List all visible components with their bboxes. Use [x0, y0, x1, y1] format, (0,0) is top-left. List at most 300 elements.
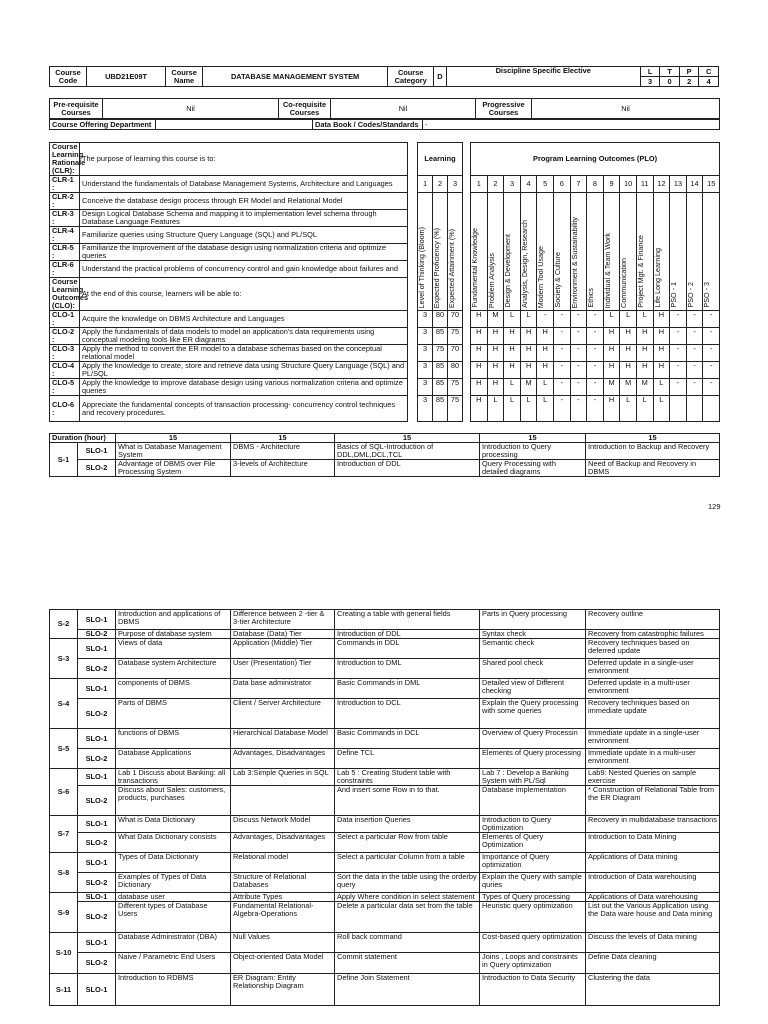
learning-value: 75 [433, 345, 448, 362]
slo-label: SLO-1 [78, 679, 116, 699]
prerequisite-label: Pre-requisite Courses [50, 99, 103, 119]
plo-value: H [620, 328, 637, 345]
plo-value: - [554, 328, 571, 345]
plo-value: H [504, 328, 521, 345]
session-topic: Joins , Loops and constraints in Query optimization [480, 953, 586, 974]
spacer [408, 311, 418, 328]
session-topic: Introduction to Query processing [480, 443, 586, 460]
plo-value: H [520, 362, 537, 379]
plo-column-header [587, 193, 604, 311]
plo-value: - [703, 328, 720, 345]
plo-value: H [487, 328, 504, 345]
learning-outcomes-table [49, 142, 720, 422]
clo-code: CLO-4 : [50, 362, 80, 379]
session-topic: Database Applications [116, 749, 231, 769]
session-topic: Introduction to Data Mining [586, 833, 720, 853]
plo-value: L [487, 396, 504, 422]
plo-value [703, 396, 720, 422]
plo-column-header-text: Modern Tool Usage [536, 245, 546, 308]
plo-column-header-text: Society & Culture [553, 252, 562, 308]
learning-label: Learning [418, 143, 463, 176]
progressive-label: Progressive Courses [476, 99, 532, 119]
course-category-label: Course Category [388, 67, 434, 87]
slo-label: SLO-1 [78, 933, 116, 953]
clo-code: CLO-1 : [50, 311, 80, 328]
session-topic: Fundamental Relational- Algebra-Operations [231, 902, 335, 933]
ltpc-value: 3 [640, 77, 660, 87]
learning-column-header-text: Expected Attainment (%) [447, 228, 456, 308]
clo-code: CLO-6 : [50, 396, 80, 422]
clo-heading: Course Learning Outcomes (CLO): [50, 278, 80, 311]
session-topic: Define Join Statement [335, 974, 480, 1006]
session-topic: Lab 5 : Creating Student table with constraints [335, 769, 480, 786]
session-label: S-2 [50, 610, 78, 639]
plo-value: H [537, 328, 554, 345]
session-topic: Shared pool check [480, 659, 586, 679]
plo-value: H [471, 396, 488, 422]
plo-column-header [636, 193, 653, 311]
learning-value: 75 [448, 379, 463, 396]
session-topic: And insert some Row in to that. [335, 786, 480, 816]
plo-value: - [686, 311, 703, 328]
slo-label: SLO-2 [78, 953, 116, 974]
plo-value: L [537, 396, 554, 422]
plo-value: - [703, 311, 720, 328]
session-topic: Commit statement [335, 953, 480, 974]
slo-label: SLO-1 [78, 729, 116, 749]
session-topic: Syntax check [480, 630, 586, 639]
session-topic: Database Administrator (DBA) [116, 933, 231, 953]
plo-value: H [603, 396, 620, 422]
session-topic [231, 786, 335, 816]
plo-value: H [520, 328, 537, 345]
clr-text: Familiarize queries using Structure Query Language (SQL) and PL/SQL [80, 227, 408, 244]
learning-value: 70 [448, 345, 463, 362]
session-topic: Views of data [116, 639, 231, 659]
plo-value: - [570, 328, 587, 345]
offering-department-label: Course Offering Department [50, 120, 156, 130]
session-topic: Attribute Types [231, 893, 335, 902]
plo-value: - [686, 345, 703, 362]
slo-label: SLO-1 [78, 610, 116, 630]
plo-value: - [670, 362, 687, 379]
plo-column-header-text: Environment & Sustainability [569, 216, 579, 308]
session-topic: Immediate update in a single-user environment [586, 729, 720, 749]
plo-column-header [703, 193, 720, 311]
session-topic: Need of Backup and Recovery in DBMS [586, 460, 720, 477]
session-topic: Applications of Data warehousing [586, 893, 720, 902]
session-topic: Lab 7 : Develop a Banking System with PL/Sql [480, 769, 586, 786]
spacer [408, 396, 418, 422]
session-topic: What Data Dictionary consists [116, 833, 231, 853]
session-topic: Types of Query processing [480, 893, 586, 902]
plo-value: H [471, 345, 488, 362]
plo-value: M [520, 379, 537, 396]
learning-column-header-text: Level of Thinking (Bloom) [417, 226, 426, 308]
plo-value: L [620, 311, 637, 328]
learning-value: 75 [448, 328, 463, 345]
clr-text: Understand the practical problems of concurrency control and gain knowledge about failures and [80, 261, 408, 278]
session-label: S-6 [50, 769, 78, 816]
duration-hours: 15 [335, 434, 480, 443]
session-topic: Naive / Parametric End Users [116, 953, 231, 974]
plo-value: L [504, 311, 521, 328]
slo-label: SLO-2 [78, 659, 116, 679]
plo-value: H [653, 362, 670, 379]
course-category: D [434, 67, 446, 87]
plo-column-header-text: Ethics [586, 288, 596, 308]
spacer [408, 210, 418, 227]
plo-value: - [587, 379, 604, 396]
plo-column-header [487, 193, 504, 311]
plo-number: 13 [670, 176, 687, 193]
clr-heading: Course Learning Rationale (CLR): [50, 143, 80, 176]
plo-value: H [653, 328, 670, 345]
clr-code: CLR-4 : [50, 227, 80, 244]
plo-value: H [603, 362, 620, 379]
plo-column-header [520, 193, 537, 311]
learning-column-header [418, 193, 433, 311]
slo-label: SLO-1 [78, 893, 116, 902]
session-topic: Explain the Query with sample quries [480, 873, 586, 893]
plo-column-header-text: Problem Analysis [486, 252, 496, 308]
spacer [408, 176, 418, 193]
course-name-label: Course Name [166, 67, 203, 87]
plo-column-header-text: PSO - 2 [685, 282, 695, 308]
plo-value: - [670, 345, 687, 362]
plo-value: - [703, 379, 720, 396]
plo-number: 3 [504, 176, 521, 193]
progressive-value: Nil [532, 99, 720, 119]
session-topic: Parts in Query processing [480, 610, 586, 630]
session-topic: Define Data cleaning [586, 953, 720, 974]
duration-label: Duration (hour) [50, 434, 116, 443]
course-header-table [49, 66, 719, 87]
plo-value: - [570, 362, 587, 379]
learning-column-header-text: Expected Proficiency (%) [432, 227, 441, 308]
corequisite-label: Co-requisite Courses [279, 99, 331, 119]
spacer [463, 328, 471, 345]
session-topic: User (Presentation) Tier [231, 659, 335, 679]
learning-value: 75 [448, 396, 463, 422]
ltpc-label: C [699, 67, 719, 77]
session-topic: What is Database Management System [116, 443, 231, 460]
plo-value: - [554, 396, 571, 422]
databook-label: Data Book / Codes/Standards [313, 120, 423, 130]
offering-table [49, 119, 720, 130]
session-label: S-8 [50, 853, 78, 893]
slo-label: SLO-1 [78, 769, 116, 786]
plo-column-header-text: Analysis, Design, Research [519, 220, 529, 308]
session-topic: Parts of DBMS [116, 699, 231, 729]
plo-column-header [603, 193, 620, 311]
slo-label: SLO-1 [78, 853, 116, 873]
learning-value: 85 [433, 396, 448, 422]
plo-value: L [520, 396, 537, 422]
session-topic: Application (Middle) Tier [231, 639, 335, 659]
session-topic: Delete a particular data set from the table [335, 902, 480, 933]
session-topic: List out the Various Application using the Data ware house and Data mining [586, 902, 720, 933]
spacer [463, 396, 471, 422]
plo-value: H [520, 345, 537, 362]
plo-label: Program Learning Outcomes (PLO) [471, 143, 720, 176]
session-topic: Introduction and applications of DBMS [116, 610, 231, 630]
session-topic: Introduction to Query Optimization [480, 816, 586, 833]
spacer [463, 345, 471, 362]
plo-value: H [636, 328, 653, 345]
course-code-label: Course Code [50, 67, 87, 87]
plo-value: H [471, 311, 488, 328]
plo-number: 9 [603, 176, 620, 193]
plo-value: M [620, 379, 637, 396]
plo-value: L [504, 396, 521, 422]
plo-column-header-text: Communication [619, 258, 629, 308]
plo-value: H [537, 345, 554, 362]
session-topic: Recovery from catastrophic failures [586, 630, 720, 639]
session-topic: Clustering the data [586, 974, 720, 1006]
session-topic: * Construction of Relational Table from the ER Diagram [586, 786, 720, 816]
session-topic: Semantic check [480, 639, 586, 659]
slo-label: SLO-2 [78, 873, 116, 893]
session-topic: Advantages, Disadvantages [231, 833, 335, 853]
session-topic: Introduction to Data Security [480, 974, 586, 1006]
clr-code: CLR-6 : [50, 261, 80, 278]
plo-value: M [603, 379, 620, 396]
slo-label: SLO-2 [78, 749, 116, 769]
spacer [463, 379, 471, 396]
ltpc-label: L [640, 67, 660, 77]
plo-column-header-text: Project Mgt. & Finance [635, 235, 645, 308]
plo-number: 1 [471, 176, 488, 193]
ltpc-value: 4 [699, 77, 719, 87]
clr-code: CLR-5 : [50, 244, 80, 261]
session-topic: Detailed view of Different checking [480, 679, 586, 699]
category-description: Discipline Specific Elective [446, 67, 640, 87]
plo-value: H [471, 362, 488, 379]
spacer [408, 345, 418, 362]
plo-value: - [570, 345, 587, 362]
spacer [408, 362, 418, 379]
duration-hours: 15 [480, 434, 586, 443]
session-topic: ER Diagram: Entity Relationship Diagram [231, 974, 335, 1006]
plo-value [670, 396, 687, 422]
session-topic: Recovery techniques based on deferred update [586, 639, 720, 659]
plo-value: H [636, 362, 653, 379]
slo-label: SLO-2 [78, 833, 116, 853]
session-topic: Lab 1 Discuss about Banking: all transactions [116, 769, 231, 786]
plo-column-header [554, 193, 571, 311]
clo-text: Apply the knowledge to improve database design using various normalization criteria and optimize queries [80, 379, 408, 396]
session-topic: Lab 3:Simple Queries in SQL [231, 769, 335, 786]
plo-value: L [504, 379, 521, 396]
plo-value: L [520, 311, 537, 328]
clr-intro: The purpose of learning this course is to: [80, 143, 408, 176]
prerequisite-value: Nil [103, 99, 279, 119]
learning-number: 3 [448, 176, 463, 193]
plo-value: - [587, 328, 604, 345]
plo-value: - [587, 345, 604, 362]
session-topic: Database implementation [480, 786, 586, 816]
plo-value: - [670, 379, 687, 396]
plo-value: - [703, 362, 720, 379]
plo-number: 11 [636, 176, 653, 193]
plo-column-header [653, 193, 670, 311]
plo-value: - [537, 311, 554, 328]
session-topic: Structure of Relational Databases [231, 873, 335, 893]
session-topic: Heuristic query optimization [480, 902, 586, 933]
session-topic: What is Data Dictionary [116, 816, 231, 833]
session-topic: Database system Architecture [116, 659, 231, 679]
clr-text: Familiarize the Improvement of the database design using normalization criteria and optimize queries [80, 244, 408, 261]
prerequisite-table [49, 98, 720, 119]
plo-value: M [636, 379, 653, 396]
session-topic: Hierarchical Database Model [231, 729, 335, 749]
session-topic: Client / Server Architecture [231, 699, 335, 729]
session-topic: Overview of Query Processin [480, 729, 586, 749]
slo-label: SLO-2 [78, 630, 116, 639]
spacer [408, 328, 418, 345]
clo-text: Acquire the knowledge on DBMS Architecture and Languages [80, 311, 408, 328]
session-label: S-4 [50, 679, 78, 729]
plo-value: H [504, 345, 521, 362]
learning-value: 3 [418, 328, 433, 345]
plo-value: - [703, 345, 720, 362]
plo-value: - [570, 379, 587, 396]
plo-value: - [570, 396, 587, 422]
learning-value: 85 [433, 328, 448, 345]
session-topic: database user [116, 893, 231, 902]
plo-value: - [686, 362, 703, 379]
learning-value: 3 [418, 362, 433, 379]
session-topic: Data insertion Queries [335, 816, 480, 833]
plo-column-header [537, 193, 554, 311]
plo-value: H [653, 345, 670, 362]
session-topic: Basic Commands in DCL [335, 729, 480, 749]
plo-value: - [670, 328, 687, 345]
spacer [408, 278, 418, 311]
session-topic: Recovery techniques based on immediate update [586, 699, 720, 729]
session-topic: Query Processing with detailed diagrams [480, 460, 586, 477]
session-topic: Difference between 2 -tier & 3-tier Architecture [231, 610, 335, 630]
learning-value: 85 [433, 379, 448, 396]
session-topic: Data base administrator [231, 679, 335, 699]
plo-value: - [686, 328, 703, 345]
session-topic: functions of DBMS [116, 729, 231, 749]
learning-number: 2 [433, 176, 448, 193]
plo-number: 15 [703, 176, 720, 193]
plo-number: 6 [554, 176, 571, 193]
databook-value: - [423, 120, 720, 130]
session-topic: Importance of Query optimization [480, 853, 586, 873]
plo-value: - [587, 362, 604, 379]
plo-value: - [587, 396, 604, 422]
session-topic: Elements of Query processing [480, 749, 586, 769]
plo-value: H [487, 345, 504, 362]
session-topic: DBMS - Architecture [231, 443, 335, 460]
ltpc-label: P [679, 67, 699, 77]
session-label: S-10 [50, 933, 78, 974]
plo-value: L [636, 311, 653, 328]
plo-column-header-text: Life Long Learning [652, 248, 662, 308]
session-topic: Introduction to DCL [335, 699, 480, 729]
session-topic: Recovery in multidatabase transactions [586, 816, 720, 833]
plo-value: H [620, 345, 637, 362]
session-topic: Introduction to Backup and Recovery [586, 443, 720, 460]
plo-value: H [603, 328, 620, 345]
session-topic: Introduction of Data warehousing [586, 873, 720, 893]
slo-label: SLO-1 [78, 639, 116, 659]
plo-value: H [471, 379, 488, 396]
ltpc-value: 0 [660, 77, 680, 87]
session-topic: components of DBMS [116, 679, 231, 699]
session-topic: Immediate update in a multi-user environment [586, 749, 720, 769]
plo-value: - [554, 379, 571, 396]
session-topic: Null Values [231, 933, 335, 953]
plo-value: H [636, 345, 653, 362]
slo-label: SLO-2 [78, 460, 116, 477]
spacer [408, 261, 418, 278]
plo-column-header [620, 193, 637, 311]
session-topic: Define TCL [335, 749, 480, 769]
session-topic: Database (Data) Tier [231, 630, 335, 639]
plo-column-header [570, 193, 587, 311]
learning-value: 3 [418, 311, 433, 328]
plo-column-header-text: PSO - 1 [669, 282, 679, 308]
spacer [463, 362, 471, 379]
session-topic: Roll back command [335, 933, 480, 953]
session-topic: Introduction of DDL [335, 460, 480, 477]
session-topic: Apply Where condition in select statement [335, 893, 480, 902]
session-topic: Cost-based query optimization [480, 933, 586, 953]
plo-number: 5 [537, 176, 554, 193]
spacer [408, 143, 418, 176]
plo-column-header-text: Fundamental Knowledge [470, 228, 480, 308]
session-topic: Introduction of DDL [335, 630, 480, 639]
clr-code: CLR-1 : [50, 176, 80, 193]
session-topic: Applications of Data mining [586, 853, 720, 873]
plo-value: - [554, 362, 571, 379]
page-number: 129 [708, 502, 721, 511]
session-plan-table-page2 [49, 609, 720, 1006]
session-topic: Sort the data in the table using the orderby query [335, 873, 480, 893]
plo-value: - [670, 311, 687, 328]
plo-column-header [686, 193, 703, 311]
plo-column-header [471, 193, 488, 311]
session-topic: Purpose of database system [116, 630, 231, 639]
plo-value: M [487, 311, 504, 328]
session-plan-table-page1 [49, 433, 720, 477]
session-label: S-3 [50, 639, 78, 679]
session-topic: Lab9: Nested Queries on sample exercise [586, 769, 720, 786]
offering-department-value [156, 120, 313, 130]
plo-value: - [554, 345, 571, 362]
plo-value [686, 396, 703, 422]
clo-text: Apply the fundamentals of data models to model an application's data requirements using conceptual modeling tools like ER diagrams [80, 328, 408, 345]
slo-label: SLO-1 [78, 974, 116, 1006]
course-code: UBD21E09T [86, 67, 165, 87]
session-topic: Discuss about Sales: customers, products, purchases [116, 786, 231, 816]
slo-label: SLO-1 [78, 443, 116, 460]
plo-number: 10 [620, 176, 637, 193]
spacer [408, 379, 418, 396]
session-label: S-9 [50, 893, 78, 933]
spacer [408, 227, 418, 244]
slo-label: SLO-2 [78, 699, 116, 729]
course-name: DATABASE MANAGEMENT SYSTEM [203, 67, 388, 87]
slo-label: SLO-1 [78, 816, 116, 833]
learning-value: 3 [418, 396, 433, 422]
plo-value: L [603, 311, 620, 328]
